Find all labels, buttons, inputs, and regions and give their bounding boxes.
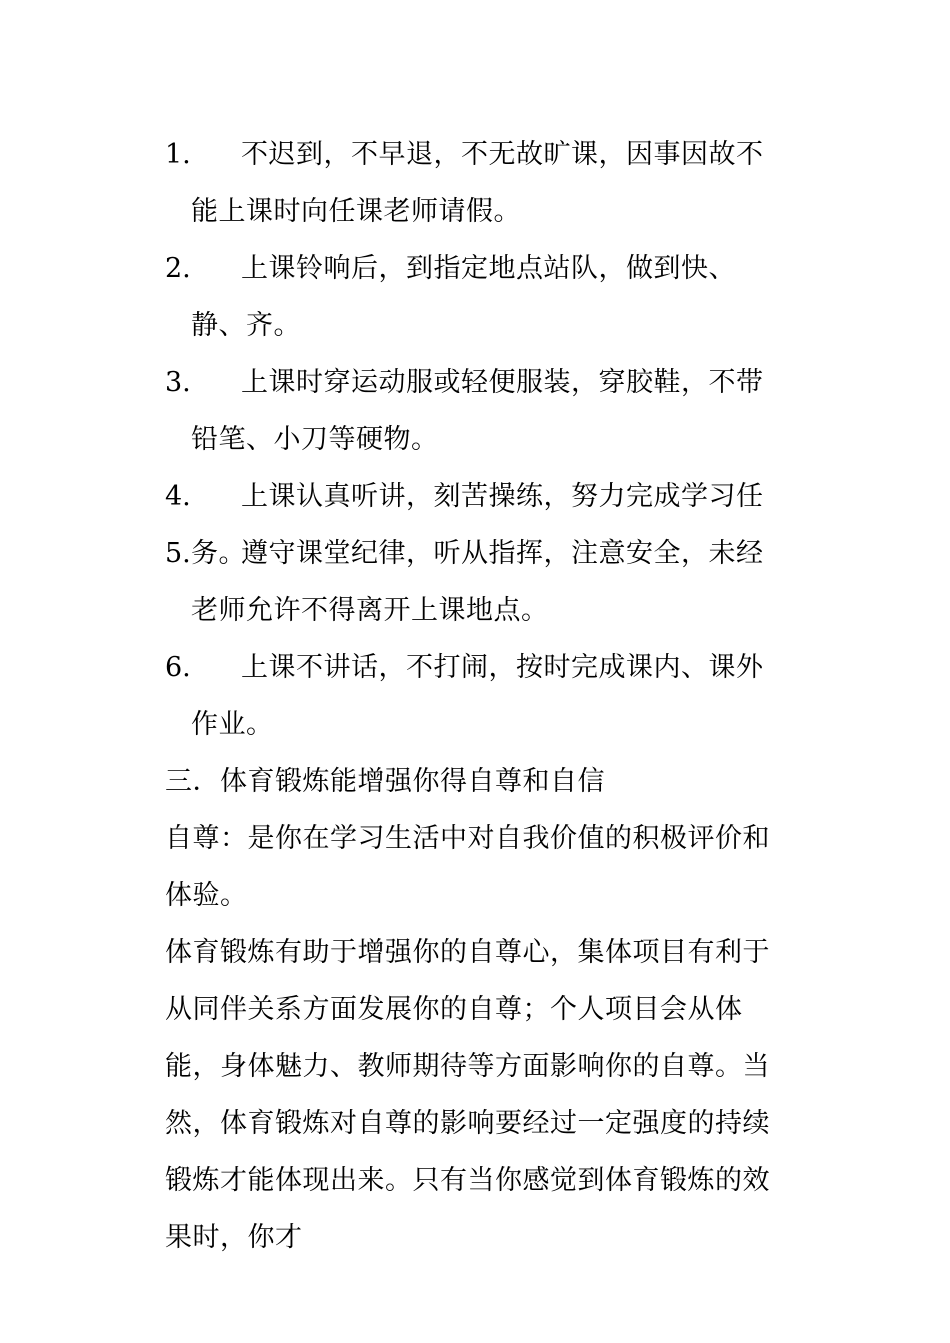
- rule-number: 4.: [165, 481, 191, 512]
- rule-number: 1.: [165, 139, 191, 170]
- rule-item-5: [165, 525, 790, 639]
- rule-text: 上课不讲话，不打闹，按时完成课内、课外作业。: [191, 652, 764, 740]
- rule-text: 不迟到，不早退，不无故旷课，因事因故不能上课时向任课老师请假。: [191, 139, 764, 227]
- rule-item-3: [165, 354, 790, 468]
- rule-number: 5.: [165, 538, 191, 569]
- rule-text: 遵守课堂纪律，听从指挥，注意安全，未经老师允许不得离开上课地点。: [191, 538, 764, 626]
- rule-number: 3.: [165, 367, 191, 398]
- rule-number: 2.: [165, 253, 191, 284]
- rule-item-2: [165, 240, 790, 354]
- rule-text: 上课认真听讲，刻苦操练，努力完成学习任务。: [191, 481, 764, 569]
- rule-number: 6.: [165, 652, 191, 683]
- definition-paragraph: 自尊：是你在学习生活中对自我价值的积极评价和体验。: [165, 823, 770, 911]
- rule-item-1: [165, 126, 790, 240]
- rule-item-6: [165, 639, 790, 753]
- rule-text: 上课铃响后，到指定地点站队，做到快、静、齐。: [191, 253, 736, 341]
- body-paragraph: 体育锻炼有助于增强你的自尊心，集体项目有利于从同伴关系方面发展你的自尊；个人项目会从体能，身体魅力、教师期待等方面影响你的自尊。当然，体育锻炼对自尊的影响要经过一定强度的持续锻炼才能体现出来。只有当你感觉到体育锻炼的效果时，你才: [165, 937, 770, 1253]
- section-heading: 三．体育锻炼能增强你得自尊和自信: [165, 766, 605, 797]
- rule-text: 上课时穿运动服或轻便服装，穿胶鞋，不带铅笔、小刀等硬物。: [191, 367, 764, 455]
